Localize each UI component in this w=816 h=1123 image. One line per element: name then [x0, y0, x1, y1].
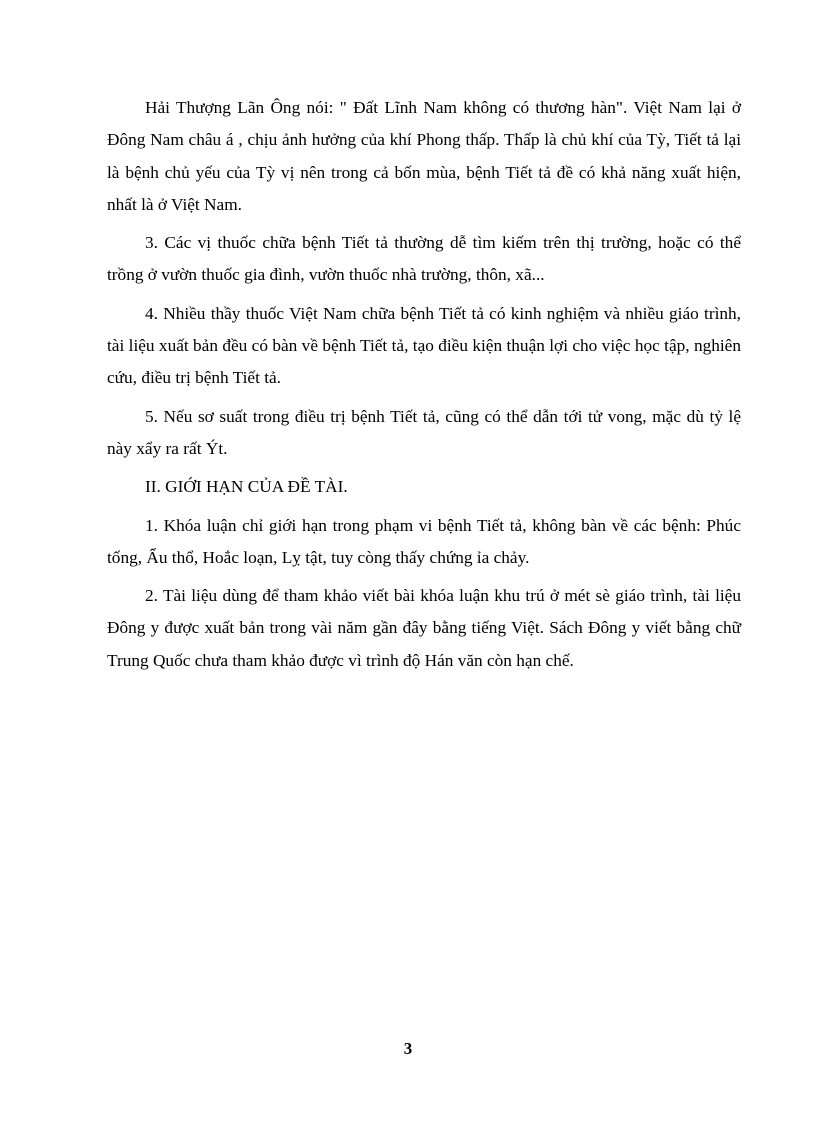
body-text [107, 92, 741, 683]
paragraph-hai-thuong-lan-ong: Hải Thượng Lãn Ông nói: " Đất Lĩnh Nam không có thương hàn". Việt Nam lại ở Đông Nam châu á , chịu ảnh hưởng của khí Phong thấp. Thấp là chủ khí của Tỳ, Tiết tả lại là bệnh chủ yếu của Tỳ vị nên trong cả bốn mùa, bệnh Tiết tả đề có khả năng xuất hiện, nhất là ở Việt Nam. [107, 98, 741, 214]
paragraph-item-4: 4. Nhiều thầy thuốc Việt Nam chữa bệnh Tiết tả có kinh nghiệm và nhiều giáo trình, tài liệu xuất bản đều có bàn về bệnh Tiết tả, tạo điều kiện thuận lợi cho việc học tập, nghiên cứu, điều trị bệnh Tiết tả. [107, 303, 741, 388]
paragraph-item-5: 5. Nếu sơ suất trong điều trị bệnh Tiết tả, cũng có thể dẫn tới tử vong, mặc dù tỷ lệ này xẩy ra rất Ýt. [107, 406, 741, 458]
section-heading-gioi-han: II. GIỚI HẠN CỦA ĐỀ TÀI. [145, 477, 348, 497]
paragraph-limit-2: 2. Tài liệu dùng để tham khảo viết bài khóa luận khu trú ở mét sè giáo trình, tài liệu Đông y được xuất bản trong vài năm gần đây bằng tiếng Việt. Sách Đông y viết bằng chữ Trung Quốc chưa tham khảo được vì trình độ Hán văn còn hạn chế. [107, 586, 741, 670]
page-number: 3 [403, 1039, 413, 1058]
paragraph-item-3: 3. Các vị thuốc chữa bệnh Tiết tả thường dễ tìm kiếm trên thị trường, hoặc có thể trồng ở vườn thuốc gia đình, vườn thuốc nhà trường, thôn, xã... [107, 233, 741, 285]
paragraph-limit-1: 1. Khóa luận chỉ giới hạn trong phạm vi bệnh Tiết tả, không bàn về các bệnh: Phúc tống, Ẩu thổ, Hoắc loạn, Lỵ tật, tuy còng thấy chứng ỉa chảy. [107, 515, 741, 567]
